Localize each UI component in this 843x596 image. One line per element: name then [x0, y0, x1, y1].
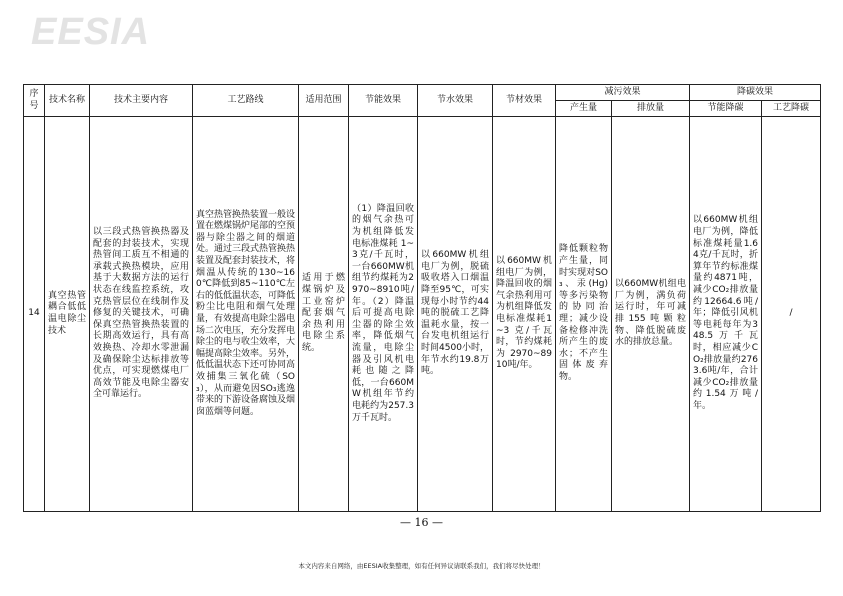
eesia-logo: EESIA [31, 11, 151, 53]
header-carbon: 降碳效果 [690, 85, 821, 101]
cell-scope: 适用于燃煤锅炉及工业窑炉配套烟气余热利用电除尘系统。 [299, 117, 349, 512]
cell-energy: （1）降温回收的烟气余热可为机组降低发电标准煤耗 1~3克/千瓦时，一台660MW机组节约煤耗为2970~8910吨/年。（2）降温后可提高电除尘器的除尘效率，降低烟气流量，电除尘器及引风机电耗也随之降低，一台660MW机组年节约电耗约为257.3万千瓦时。 [349, 117, 418, 512]
cell-pollution-gen: 降低颗粒物产生量，同时实现对SO₃、汞(Hg)等多污染物的协同治理；减少设备检修冲洗所产生的废水；不产生固体废弃物。 [556, 117, 612, 512]
header-water: 节水效果 [418, 85, 493, 117]
header-pollution: 减污效果 [556, 85, 690, 101]
cell-pollution-emit: 以660MW机组电厂为例，满负荷运行时，年可减排155吨颗粒物、降低脱硫废水的排放总量。 [612, 117, 690, 512]
cell-carbon-process: / [762, 117, 821, 512]
source-disclaimer: 本文内容来自网络，由EESIA收集整理，如有任何异议请联系我们，我们将尽快处理！ [298, 562, 545, 570]
header-material: 节材效果 [493, 85, 556, 117]
technology-table [23, 84, 821, 512]
header-name: 技术名称 [45, 85, 90, 117]
header-scope: 适用范围 [299, 85, 349, 117]
cell-name: 真空热管耦合低低温电除尘技术 [45, 117, 90, 512]
cell-seq: 14 [24, 117, 45, 512]
header-energy: 节能效果 [349, 85, 418, 117]
page-number: — 16 — [400, 516, 443, 529]
cell-content: 以三段式热管换热器及配套的封装技术，实现热管间工质互不相通的承载式换热模块，应用基于大数据方法的运行状态在线监控系统，攻克热管层位在线制作及修复的关键技术，可确保真空热管换热装置的长期高效运行，具有高效换热、冷却水零泄漏及确保除尘达标排放等优点，可实现燃煤电厂高效节能及电除尘器安全可靠运行。 [90, 117, 193, 512]
header-route: 工艺路线 [193, 85, 299, 117]
header-pollution-gen: 产生量 [556, 101, 612, 117]
header-seq: 序号 [24, 85, 45, 117]
cell-material: 以660MW机组电厂为例，降温回收的烟气余热利用可为机组降低发电标准煤耗1~3 克/千瓦时，节约煤耗为2970~8910吨/年。 [493, 117, 556, 512]
cell-carbon-energy: 以660MW机组电厂为例，降低标准煤耗量1.64克/千瓦时，折算年节约标准煤量约4871吨，减少CO₂排放量约12664.6吨/年；降低引风机等电耗每年为348.5万千瓦时，相应减少CO₂排放量约2763.6吨/年，合计减少CO₂排放量约1.54万吨/年。 [690, 117, 762, 512]
cell-water: 以660MW机组电厂为例，脱硫吸收塔入口烟温降至95℃，可实现每小时节约44吨的脱硫工艺降温耗水量，按一台发电机组运行时间4500小时，年节水约19.8万吨。 [418, 117, 493, 512]
header-content: 技术主要内容 [90, 85, 193, 117]
cell-route: 真空热管换热装置一般设置在燃煤锅炉尾部的空预器与除尘器之间的烟道处。通过三段式热管换热装置及配套封装技术，将烟温从传统的130~160℃降低到85~110℃左右的低低温状态，可降低粉尘比电阻和烟气处理量，有效提高电除尘器电场二次电压，充分发挥电除尘的电与收尘效率，大幅提高除尘效率。另外，低低温状态下还可协同高效捕集三氧化硫（SO₃），从而避免因SO₃逃逸带来的下游设备腐蚀及烟囱蓝烟等问题。 [193, 117, 299, 512]
header-carbon-energy: 节能降碳 [690, 101, 762, 117]
header-carbon-process: 工艺降碳 [762, 101, 821, 117]
header-row-1 [24, 85, 821, 101]
table-row [24, 117, 821, 512]
header-pollution-emit: 排放量 [612, 101, 690, 117]
